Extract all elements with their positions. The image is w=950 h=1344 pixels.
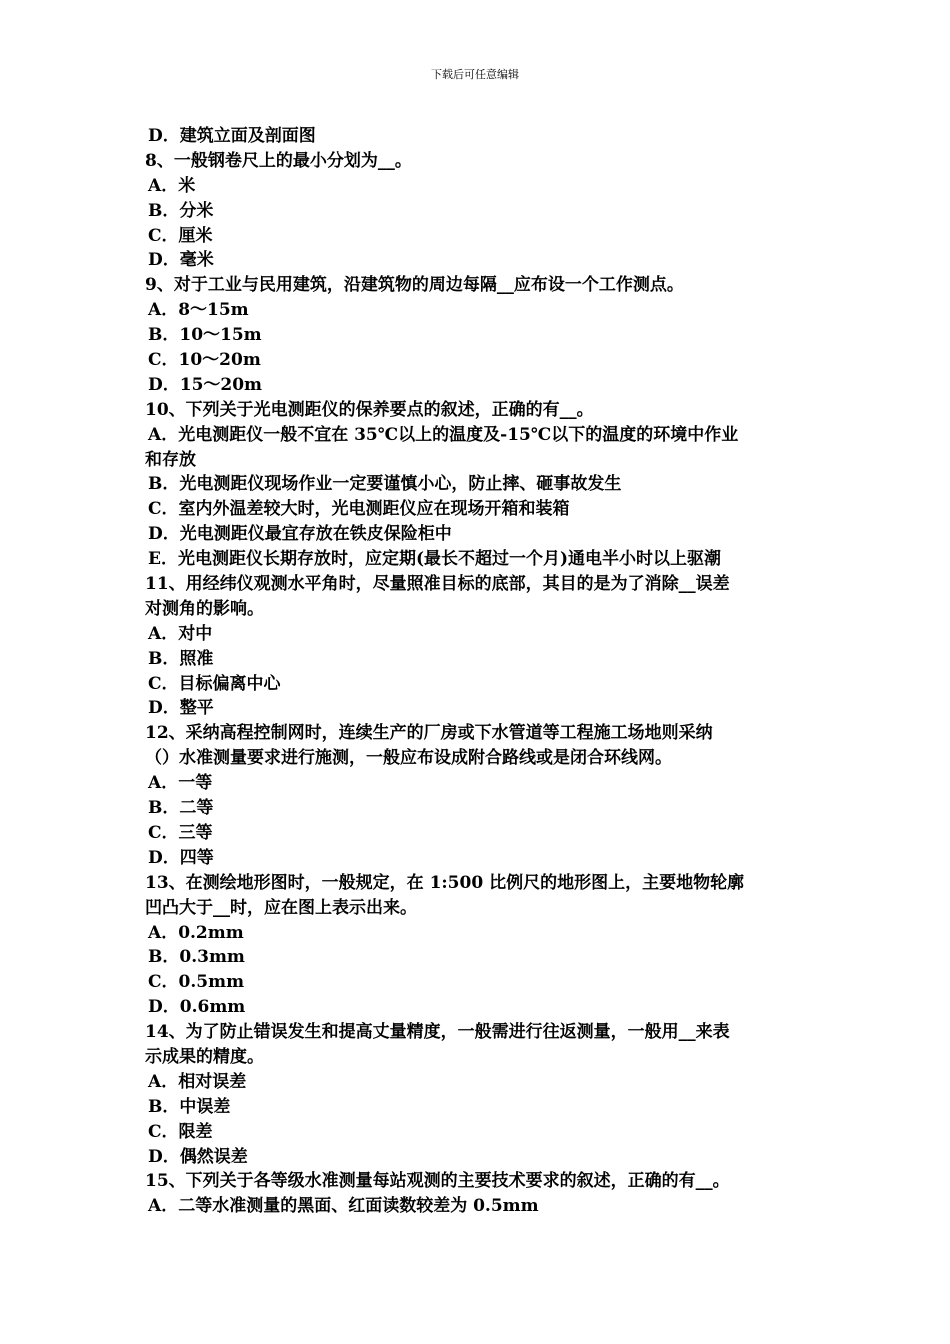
question-text-line: 示成果的精度。 [145, 1046, 264, 1067]
answer-option-line: B．分米 [148, 200, 214, 221]
answer-option-line: A．米 [148, 175, 196, 196]
answer-option-line: D．四等 [148, 847, 214, 868]
answer-option-line: C．限差 [148, 1121, 213, 1142]
answer-option-line: B．光电测距仪现场作业一定要谨慎小心，防止摔、砸事故发生 [148, 474, 622, 495]
question-text-line: 凹凸大于__时，应在图上表示出来。 [145, 897, 417, 918]
answer-option-line: C．三等 [148, 822, 213, 843]
answer-option-line: A．对中 [148, 623, 213, 644]
answer-option-line: B．中误差 [148, 1096, 231, 1117]
answer-option-line: C．室内外温差较大时，光电测距仪应在现场开箱和装箱 [148, 499, 570, 520]
answer-option-line: A．0.2mm [148, 922, 244, 943]
question-text-line: 8、一般钢卷尺上的最小分划为__。 [145, 150, 412, 171]
answer-option-line: C．目标偏离中心 [148, 673, 281, 694]
answer-option-line: A．一等 [148, 773, 213, 794]
answer-option-line: B．10～15m [148, 325, 262, 346]
answer-option-line: D．15～20m [148, 374, 263, 395]
question-text-line: 11、用经纬仪观测水平角时，尽量照准目标的底部，其目的是为了消除__误差 [145, 574, 730, 595]
question-text-line: 13、在测绘地形图时，一般规定，在 1:500 比例尺的地形图上，主要地物轮廓 [145, 872, 745, 893]
answer-option-line: B．二等 [148, 798, 214, 819]
answer-option-line: B．0.3mm [148, 947, 245, 968]
answer-option-line: C．厘米 [148, 225, 213, 246]
question-text-line: 和存放 [145, 449, 196, 470]
answer-option-line: D．0.6mm [148, 997, 246, 1018]
answer-option-line: C．10～20m [148, 350, 261, 371]
answer-option-line: A．8～15m [148, 300, 249, 321]
answer-option-line: D．建筑立面及剖面图 [148, 126, 316, 146]
question-text-line: （）水准测量要求进行施测，一般应布设成附合路线或是闭合环线网。 [145, 748, 672, 769]
answer-option-line: A．二等水准测量的黑面、红面读数较差为 0.5mm [148, 1196, 539, 1217]
answer-option-line: D．偶然误差 [148, 1146, 248, 1167]
page-header: 下载后可任意编辑 [431, 68, 519, 81]
answer-option-line: E．光电测距仪长期存放时，应定期(最长不超过一个月)通电半小时以上驱潮 [148, 549, 722, 570]
question-text-line: 15、下列关于各等级水准测量每站观测的主要技术要求的叙述，正确的有__。 [145, 1171, 730, 1192]
answer-option-line: D．毫米 [148, 250, 214, 271]
answer-option-line: A．光电测距仪一般不宜在 35℃以上的温度及-15℃以下的温度的环境中作业 [148, 424, 739, 445]
question-text-line: 9、对于工业与民用建筑，沿建筑物的周边每隔__应布设一个工作测点。 [145, 275, 684, 296]
answer-option-line: D．整平 [148, 698, 214, 719]
answer-option-line: D．光电测距仪最宜存放在铁皮保险柜中 [148, 524, 452, 545]
answer-option-line: C．0.5mm [148, 972, 245, 993]
document-body [145, 124, 810, 1219]
answer-option-line: A．相对误差 [148, 1071, 247, 1092]
question-text-line: 对测角的影响。 [145, 598, 264, 619]
answer-option-line: B．照准 [148, 648, 214, 669]
question-text-line: 10、下列关于光电测距仪的保养要点的叙述，正确的有__。 [145, 399, 594, 420]
question-text-line: 14、为了防止错误发生和提高丈量精度，一般需进行往返测量，一般用__来表 [145, 1022, 730, 1043]
question-text-line: 12、采纳高程控制网时，连续生产的厂房或下水管道等工程施工场地则采纳 [145, 723, 713, 744]
